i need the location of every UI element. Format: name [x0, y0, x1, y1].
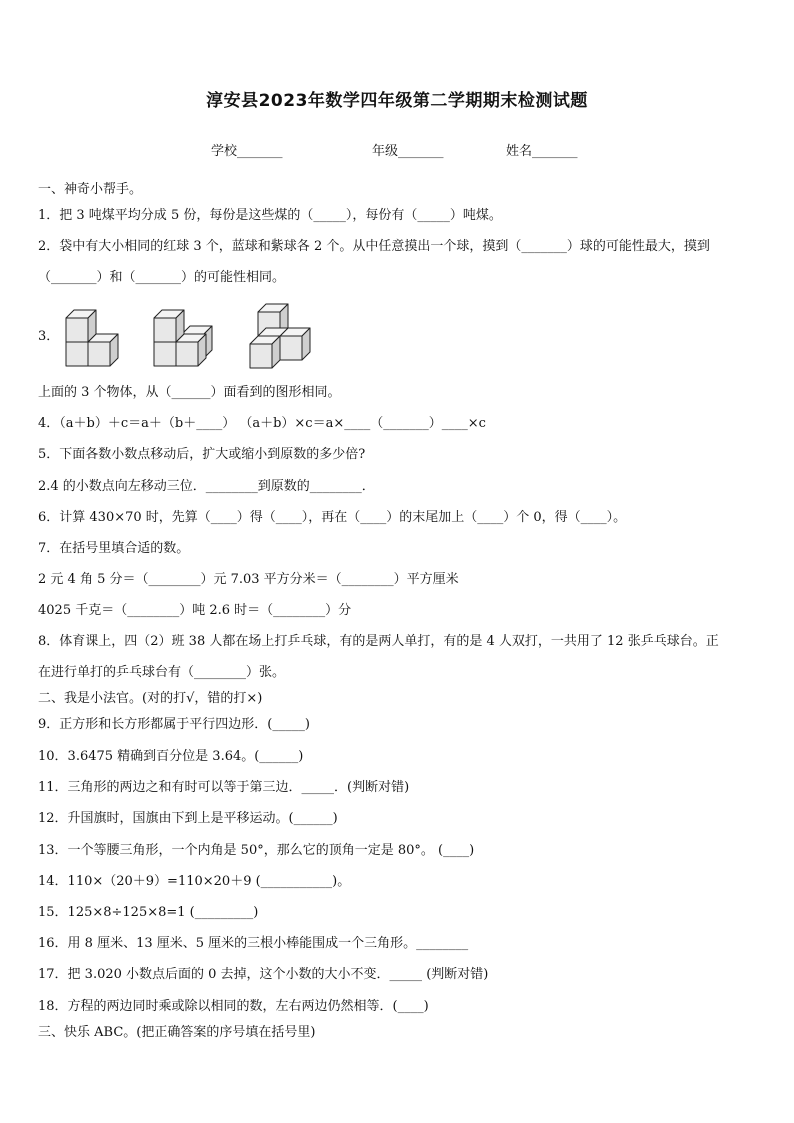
question-1: 1．把 3 吨煤平均分成 5 份，每份是这些煤的（_____），每份有（_____）吨煤。: [38, 208, 502, 223]
question-3-number: 3．: [38, 329, 60, 344]
section-3-heading: 三、快乐 ABC。(把正确答案的序号填在括号里): [38, 1025, 316, 1040]
question-10: 10．3.6475 精确到百分位是 3.64。(______): [38, 749, 304, 764]
section-1-heading: 一、神奇小帮手。: [38, 182, 143, 197]
question-7: 7．在括号里填合适的数。: [38, 541, 190, 556]
question-9: 9．正方形和长方形都属于平行四边形．(_____): [38, 717, 310, 732]
school-field: 学校_______: [211, 144, 283, 159]
question-11: 11．三角形的两边之和有时可以等于第三边．_____．(判断对错): [38, 780, 410, 795]
question-2-line-1: 2．袋中有大小相同的红球 3 个，蓝球和紫球各 2 个。从中任意摸出一个球，摸到（_______）球的可能性最大，摸到: [38, 239, 710, 254]
question-2-line-2: （_______）和（_______）的可能性相同。: [38, 270, 286, 285]
question-17: 17．把 3.020 小数点后面的 0 去掉，这个小数的大小不变．_____ (判断对错): [38, 967, 489, 982]
question-12: 12．升国旗时，国旗由下到上是平移运动。(______): [38, 811, 338, 826]
cube-figure-1: [66, 310, 118, 366]
question-7-row-1: 2 元 4 角 5 分＝（________）元 7.03 平方分米＝（________）平方厘米: [38, 572, 459, 587]
cube-figure-2: [154, 310, 212, 366]
question-15: 15．125×8÷125×8=1 (_________): [38, 905, 259, 920]
question-5: 5．下面各数小数点移动后，扩大或缩小到原数的多少倍?: [38, 447, 366, 462]
question-5-sub: 2.4 的小数点向左移动三位．________到原数的________．: [38, 479, 375, 494]
question-16: 16．用 8 厘米、13 厘米、5 厘米的三根小棒能围成一个三角形。________: [38, 936, 469, 951]
question-13: 13．一个等腰三角形，一个内角是 50°，那么它的顶角一定是 80°。 (____): [38, 843, 475, 858]
question-4: 4．（a＋b）＋c＝a＋（b＋____） （a＋b）×c＝a×____（_______）____×c: [38, 416, 486, 431]
page-title: 淳安县2023年数学四年级第二学期期末检测试题: [206, 91, 588, 111]
question-6: 6．计算 430×70 时，先算（____）得（____），再在（____）的末尾加上（____）个 0，得（____）。: [38, 510, 627, 525]
cube-figures: [58, 300, 318, 372]
grade-field: 年级_______: [372, 144, 444, 159]
cube-figure-3: [250, 304, 310, 368]
question-8-line-2: 在进行单打的乒乓球台有（________）张。: [38, 665, 286, 680]
question-3-text: 上面的 3 个物体，从（______）面看到的图形相同。: [38, 385, 341, 400]
section-2-heading: 二、我是小法官。(对的打√，错的打×): [38, 691, 263, 706]
question-14: 14．110×（20＋9）=110×20＋9 (___________)。: [38, 874, 351, 889]
question-18: 18．方程的两边同时乘或除以相同的数，左右两边仍然相等．(____): [38, 999, 429, 1014]
question-8-line-1: 8．体育课上，四（2）班 38 人都在场上打乒乓球，有的是两人单打，有的是 4 人双打，一共用了 12 张乒乓球台。正: [38, 634, 719, 649]
name-field: 姓名_______: [506, 144, 578, 159]
question-7-row-2: 4025 千克＝（________）吨 2.6 时＝（________）分: [38, 603, 352, 618]
